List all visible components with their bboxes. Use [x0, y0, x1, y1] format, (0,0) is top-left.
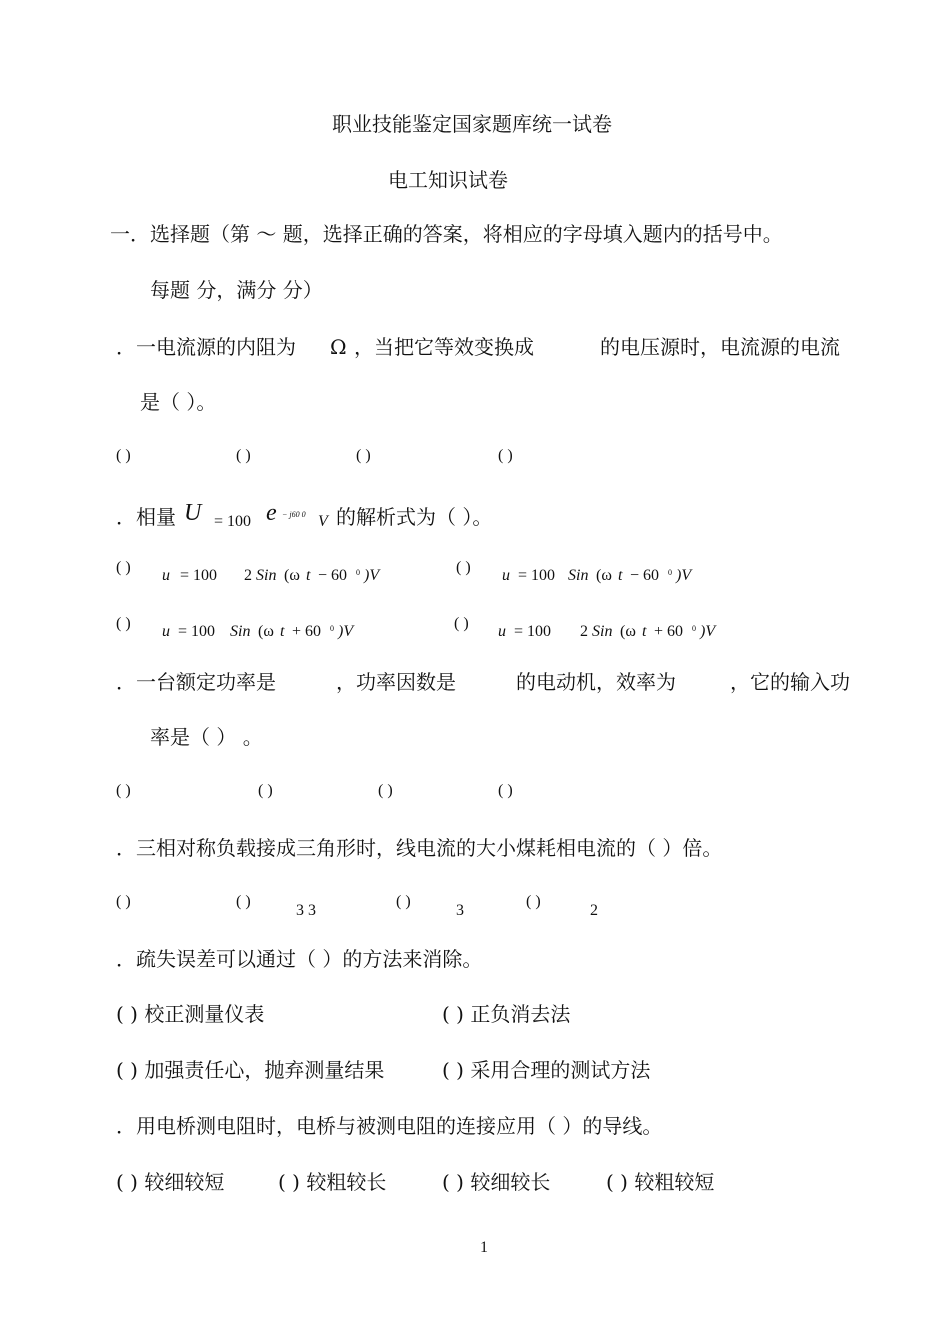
q3-option-b[interactable]: ( ) — [258, 782, 273, 799]
q2-optC-paren[interactable]: ( ) — [116, 615, 131, 632]
q2-optA-paren[interactable]: ( ) — [116, 559, 131, 576]
q2-optC-u: u — [162, 623, 170, 640]
q2-suffix: 的解析式为（ ）。 — [336, 505, 493, 529]
q2-optB-c: (ω — [596, 567, 612, 584]
q4-value-d: 2 — [590, 902, 598, 919]
q2-optD-deg: 0 — [692, 624, 696, 633]
q3-option-c[interactable]: ( ) — [378, 782, 393, 799]
q2-optA-t: t — [306, 567, 311, 584]
q2-optA-sin: Sin — [256, 567, 277, 584]
q4-option-c[interactable]: ( ) — [396, 893, 411, 910]
q2-optC-d: + 60 — [292, 623, 322, 640]
q2-optB-u: u — [502, 567, 510, 584]
q1-omega: Ω — [330, 335, 347, 359]
q5-text: ．疏失误差可以通过（ ）的方法来消除。 — [116, 947, 483, 971]
q2-optB-e: )V — [676, 567, 692, 584]
q2-optA-d: − 60 — [318, 567, 348, 584]
q4-option-b[interactable]: ( ) — [236, 893, 251, 910]
q4-value-b: 3 3 — [296, 902, 316, 919]
q2-eq: = 100 — [214, 513, 252, 530]
q2-optC-a: = 100 — [178, 623, 216, 640]
q2-optA-a: = 100 — [180, 567, 218, 584]
q4-option-d[interactable]: ( ) — [526, 893, 541, 910]
q4-text: ．三相对称负载接成三角形时，线电流的大小煤耗相电流的（ ）倍。 — [116, 836, 723, 860]
q2-optB-paren[interactable]: ( ) — [456, 559, 471, 576]
q1-text-b: ，当把它等效变换成 — [354, 335, 534, 359]
q2-optA-e: )V — [364, 567, 380, 584]
q4-value-c: 3 — [456, 902, 464, 919]
q2-phasor-U: U — [184, 500, 202, 526]
section-heading-line2: 每题 分，满分 分） — [150, 278, 323, 302]
q3-option-d[interactable]: ( ) — [498, 782, 513, 799]
q5-option-d[interactable]: ( ) 采用合理的测试方法 — [442, 1058, 651, 1082]
q1-option-a[interactable]: ( ) — [116, 447, 131, 464]
exam-subtitle: 电工知识试卷 — [388, 168, 508, 192]
q3-text-d: ，它的输入功 — [730, 670, 850, 694]
q2-optC-c: (ω — [258, 623, 274, 640]
q2-optD-e: )V — [700, 623, 716, 640]
q1-text-a: ．一电流源的内阻为 — [116, 335, 296, 359]
q2-optA-u: u — [162, 567, 170, 584]
q2-optC-e: )V — [338, 623, 354, 640]
q3-text-line2: 率是（ ） 。 — [150, 725, 263, 749]
q2-optB-deg: 0 — [668, 568, 672, 577]
q3-text-b: ，功率因数是 — [336, 670, 456, 694]
q1-text-line2: 是（ ）。 — [140, 390, 217, 414]
q6-option-d[interactable]: ( ) 较粗较短 — [606, 1170, 715, 1194]
q2-optD-a: = 100 — [514, 623, 552, 640]
section-heading-line1: 一．选择题（第 ～ 题，选择正确的答案，将相应的字母填入题内的括号中。 — [110, 222, 783, 246]
q2-optD-d: + 60 — [654, 623, 684, 640]
q2-optB-sin: Sin — [568, 567, 589, 584]
q1-option-c[interactable]: ( ) — [356, 447, 371, 464]
q2-optB-t: t — [618, 567, 623, 584]
q1-option-b[interactable]: ( ) — [236, 447, 251, 464]
q2-optD-b: 2 — [580, 623, 588, 640]
q3-text-a: ．一台额定功率是 — [116, 670, 276, 694]
q5-option-a[interactable]: ( ) 校正测量仪表 — [116, 1002, 265, 1026]
q6-option-c[interactable]: ( ) 较细较长 — [442, 1170, 551, 1194]
page-number: 1 — [480, 1239, 488, 1256]
q2-optB-a: = 100 — [518, 567, 556, 584]
exam-title: 职业技能鉴定国家题库统一试卷 — [332, 112, 612, 136]
q2-optD-sin: Sin — [592, 623, 613, 640]
q2-V: V — [318, 513, 328, 530]
q2-optB-d: − 60 — [630, 567, 660, 584]
q1-text-c: 的电压源时，电流源的电流 — [600, 335, 840, 359]
q5-option-b[interactable]: ( ) 正负消去法 — [442, 1002, 571, 1026]
q3-option-a[interactable]: ( ) — [116, 782, 131, 799]
q2-optC-deg: 0 — [330, 624, 334, 633]
q2-optD-u: u — [498, 623, 506, 640]
q3-text-c: 的电动机，效率为 — [516, 670, 676, 694]
q6-text: ．用电桥测电阻时，电桥与被测电阻的连接应用（ ）的导线。 — [116, 1114, 663, 1138]
q2-optD-c: (ω — [620, 623, 636, 640]
q2-optA-deg: 0 — [356, 568, 360, 577]
q6-option-b[interactable]: ( ) 较粗较长 — [278, 1170, 387, 1194]
q2-optA-c: (ω — [284, 567, 300, 584]
q5-option-c[interactable]: ( ) 加强责任心，抛弃测量结果 — [116, 1058, 385, 1082]
q6-option-a[interactable]: ( ) 较细较短 — [116, 1170, 225, 1194]
q2-exponent: − j60 0 — [282, 510, 306, 519]
q2-prefix: ．相量 — [116, 505, 176, 529]
q2-optD-t: t — [642, 623, 647, 640]
q2-optA-b: 2 — [244, 567, 252, 584]
q2-e: e — [266, 500, 277, 526]
q4-option-a[interactable]: ( ) — [116, 893, 131, 910]
q2-optC-sin: Sin — [230, 623, 251, 640]
q2-optD-paren[interactable]: ( ) — [454, 615, 469, 632]
q2-optC-t: t — [280, 623, 285, 640]
q1-option-d[interactable]: ( ) — [498, 447, 513, 464]
